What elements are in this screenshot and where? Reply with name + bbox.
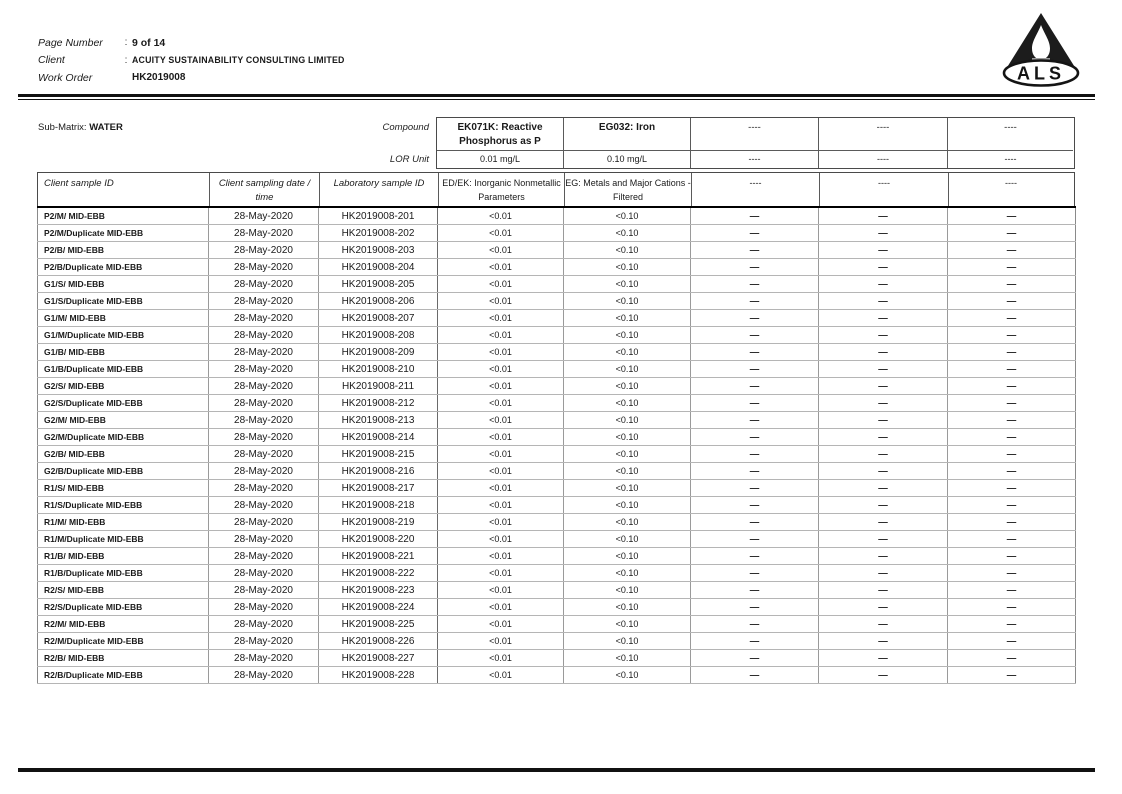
work-order-label: Work Order [38,71,93,84]
page-number-label: Page Number [38,36,103,49]
empty-analyte-value: — [819,310,948,327]
table-row [38,633,1076,650]
empty-analyte-value: — [948,480,1076,497]
empty-analyte-value: — [691,242,819,259]
svg-text:ALS: ALS [1017,63,1065,84]
iron-value: <0.10 [564,616,691,633]
analyte-column-header [818,118,947,168]
client-sample-id: R2/M/ MID-EBB [38,616,209,633]
method-group-header: ---- [819,173,948,206]
laboratory-sample-id: HK2019008-216 [319,463,438,480]
reactive-phosphorus-value: <0.01 [438,225,564,242]
laboratory-sample-id: HK2019008-208 [319,327,438,344]
client-sampling-date: 28-May-2020 [209,667,319,684]
client-sample-id: P2/M/Duplicate MID-EBB [38,225,209,242]
header-divider-rule [18,94,1095,100]
als-logo [995,10,1087,93]
empty-analyte-value: — [819,293,948,310]
footer-rule [18,768,1095,772]
reactive-phosphorus-value: <0.01 [438,650,564,667]
lor-unit-value: 0.10 mg/L [606,154,648,164]
empty-analyte-value: — [948,344,1076,361]
empty-analyte-value: — [691,344,819,361]
iron-value: <0.10 [564,293,691,310]
lor-unit-value: ---- [748,154,761,164]
client-sampling-date: 28-May-2020 [209,565,319,582]
empty-analyte-value: — [948,412,1076,429]
client-sampling-date: 28-May-2020 [209,378,319,395]
client-sample-id: P2/B/Duplicate MID-EBB [38,259,209,276]
client-sampling-date: 28-May-2020 [209,242,319,259]
column-header-row [37,172,1075,207]
table-row [38,207,1076,225]
reactive-phosphorus-value: <0.01 [438,276,564,293]
empty-analyte-value: — [691,310,819,327]
iron-value: <0.10 [564,207,691,225]
empty-analyte-value: — [691,616,819,633]
empty-analyte-value: — [948,650,1076,667]
iron-value: <0.10 [564,650,691,667]
client-sampling-date: 28-May-2020 [209,616,319,633]
sub-matrix-value: WATER [89,122,123,133]
iron-value: <0.10 [564,259,691,276]
reactive-phosphorus-value: <0.01 [438,548,564,565]
client-sample-id: G1/M/Duplicate MID-EBB [38,327,209,344]
client-sampling-date: 28-May-2020 [209,361,319,378]
table-row [38,446,1076,463]
empty-analyte-value: — [948,463,1076,480]
reactive-phosphorus-value: <0.01 [438,412,564,429]
empty-analyte-value: — [948,667,1076,684]
empty-analyte-value: — [819,599,948,616]
lor-unit-value: ---- [1004,154,1017,164]
reactive-phosphorus-value: <0.01 [438,565,564,582]
empty-analyte-value: — [691,531,819,548]
reactive-phosphorus-value: <0.01 [438,310,564,327]
empty-analyte-value: — [948,582,1076,599]
table-row [38,361,1076,378]
table-row [38,463,1076,480]
empty-analyte-value: — [691,633,819,650]
lor-unit-value: ---- [877,154,889,164]
results-table [37,206,1076,684]
client-sample-id: P2/M/ MID-EBB [38,207,209,225]
empty-analyte-value: — [819,582,948,599]
laboratory-sample-id: HK2019008-212 [319,395,438,412]
method-group-header: ---- [691,173,819,206]
empty-analyte-value: — [819,276,948,293]
empty-analyte-value: — [948,276,1076,293]
client-sampling-date: 28-May-2020 [209,344,319,361]
empty-analyte-value: — [691,514,819,531]
column-header-client-sample-id: Client sample ID [44,178,114,189]
empty-analyte-value: — [948,395,1076,412]
client-sample-id: G2/M/Duplicate MID-EBB [38,429,209,446]
iron-value: <0.10 [564,565,691,582]
analyte-column-header [690,118,818,168]
table-row [38,378,1076,395]
reactive-phosphorus-value: <0.01 [438,395,564,412]
empty-analyte-value: — [948,548,1076,565]
table-row [38,514,1076,531]
client-sample-id: G2/S/Duplicate MID-EBB [38,395,209,412]
reactive-phosphorus-value: <0.01 [438,616,564,633]
empty-analyte-value: — [948,378,1076,395]
analyte-column-header [563,118,690,168]
table-row [38,531,1076,548]
client-sample-id: R1/M/ MID-EBB [38,514,209,531]
client-sample-id: G1/S/Duplicate MID-EBB [38,293,209,310]
empty-analyte-value: — [948,259,1076,276]
method-group-header: ---- [948,173,1073,206]
empty-analyte-value: — [819,378,948,395]
empty-analyte-value: — [819,463,948,480]
client-sample-id: R2/M/Duplicate MID-EBB [38,633,209,650]
empty-analyte-value: — [819,361,948,378]
client-sample-id: R2/B/ MID-EBB [38,650,209,667]
laboratory-sample-id: HK2019008-220 [319,531,438,548]
compound-name: ---- [691,118,818,151]
client-sample-id: R1/B/ MID-EBB [38,548,209,565]
analyte-column-header [437,118,563,168]
reactive-phosphorus-value: <0.01 [438,361,564,378]
iron-value: <0.10 [564,446,691,463]
reactive-phosphorus-value: <0.01 [438,497,564,514]
empty-analyte-value: — [691,446,819,463]
empty-analyte-value: — [819,514,948,531]
table-row [38,497,1076,514]
table-row [38,276,1076,293]
page-number-value: 9 of 14 [132,36,166,49]
empty-analyte-value: — [691,327,819,344]
empty-analyte-value: — [819,207,948,225]
laboratory-sample-id: HK2019008-227 [319,650,438,667]
empty-analyte-value: — [819,650,948,667]
client-sample-id: R1/S/ MID-EBB [38,480,209,497]
iron-value: <0.10 [564,378,691,395]
iron-value: <0.10 [564,667,691,684]
table-row [38,412,1076,429]
client-sampling-date: 28-May-2020 [209,582,319,599]
laboratory-sample-id: HK2019008-221 [319,548,438,565]
client-sampling-date: 28-May-2020 [209,514,319,531]
sub-matrix-label: Sub-Matrix: [38,122,87,133]
laboratory-sample-id: HK2019008-210 [319,361,438,378]
client-sampling-date: 28-May-2020 [209,293,319,310]
client-sample-id: R2/S/ MID-EBB [38,582,209,599]
client-sampling-date: 28-May-2020 [209,259,319,276]
iron-value: <0.10 [564,531,691,548]
empty-analyte-value: — [691,650,819,667]
client-sampling-date: 28-May-2020 [209,412,319,429]
reactive-phosphorus-value: <0.01 [438,378,564,395]
empty-analyte-value: — [948,327,1076,344]
client-sample-id: G1/S/ MID-EBB [38,276,209,293]
empty-analyte-value: — [948,361,1076,378]
client-sample-id: R2/B/Duplicate MID-EBB [38,667,209,684]
client-sample-id: G1/B/Duplicate MID-EBB [38,361,209,378]
laboratory-sample-id: HK2019008-225 [319,616,438,633]
table-row [38,565,1076,582]
table-row [38,344,1076,361]
table-row [38,395,1076,412]
table-row [38,327,1076,344]
client-sampling-date: 28-May-2020 [209,599,319,616]
reactive-phosphorus-value: <0.01 [438,344,564,361]
laboratory-sample-id: HK2019008-207 [319,310,438,327]
client-value: ACUITY SUSTAINABILITY CONSULTING LIMITED [132,55,345,66]
empty-analyte-value: — [819,242,948,259]
table-row [38,242,1076,259]
client-sampling-date: 28-May-2020 [209,276,319,293]
client-sampling-date: 28-May-2020 [209,548,319,565]
table-row [38,599,1076,616]
empty-analyte-value: — [691,207,819,225]
client-sample-id: R1/M/Duplicate MID-EBB [38,531,209,548]
reactive-phosphorus-value: <0.01 [438,463,564,480]
empty-analyte-value: — [691,582,819,599]
empty-analyte-value: — [819,531,948,548]
client-sample-id: R2/S/Duplicate MID-EBB [38,599,209,616]
empty-analyte-value: — [819,344,948,361]
compound-name: EK071K: Reactive Phosphorus as P [437,118,563,151]
client-sampling-date: 28-May-2020 [209,327,319,344]
client-sample-id: P2/B/ MID-EBB [38,242,209,259]
als-logo-icon [995,10,1087,88]
iron-value: <0.10 [564,548,691,565]
empty-analyte-value: — [819,412,948,429]
client-sampling-date: 28-May-2020 [209,480,319,497]
empty-analyte-value: — [819,259,948,276]
laboratory-sample-id: HK2019008-211 [319,378,438,395]
work-order-value: HK2019008 [132,72,186,84]
laboratory-sample-id: HK2019008-217 [319,480,438,497]
empty-analyte-value: — [819,480,948,497]
reactive-phosphorus-value: <0.01 [438,667,564,684]
empty-analyte-value: — [948,242,1076,259]
client-label: Client [38,54,65,67]
table-row [38,429,1076,446]
iron-value: <0.10 [564,463,691,480]
compound-name: EG032: Iron [564,118,690,151]
empty-analyte-value: — [691,667,819,684]
table-row [38,293,1076,310]
client-sampling-date: 28-May-2020 [209,531,319,548]
empty-analyte-value: — [691,412,819,429]
reactive-phosphorus-value: <0.01 [438,582,564,599]
empty-analyte-value: — [948,531,1076,548]
method-group-header: ED/EK: Inorganic Nonmetallic Parameters [438,173,564,206]
laboratory-sample-id: HK2019008-203 [319,242,438,259]
client-sample-id: G2/B/Duplicate MID-EBB [38,463,209,480]
client-sampling-date: 28-May-2020 [209,310,319,327]
table-row [38,616,1076,633]
laboratory-sample-id: HK2019008-222 [319,565,438,582]
iron-value: <0.10 [564,429,691,446]
client-sample-id: G1/M/ MID-EBB [38,310,209,327]
empty-analyte-value: — [819,395,948,412]
empty-analyte-value: — [691,395,819,412]
empty-analyte-value: — [819,565,948,582]
laboratory-sample-id: HK2019008-202 [319,225,438,242]
client-sample-id: G1/B/ MID-EBB [38,344,209,361]
table-row [38,259,1076,276]
laboratory-sample-id: HK2019008-228 [319,667,438,684]
colon-separator: : [124,54,128,66]
empty-analyte-value: — [691,548,819,565]
iron-value: <0.10 [564,633,691,650]
reactive-phosphorus-value: <0.01 [438,327,564,344]
laboratory-sample-id: HK2019008-219 [319,514,438,531]
laboratory-sample-id: HK2019008-226 [319,633,438,650]
empty-analyte-value: — [691,276,819,293]
table-row [38,310,1076,327]
empty-analyte-value: — [691,463,819,480]
iron-value: <0.10 [564,395,691,412]
client-sampling-date: 28-May-2020 [209,497,319,514]
iron-value: <0.10 [564,412,691,429]
iron-value: <0.10 [564,480,691,497]
method-group-header: EG: Metals and Major Cations - Filtered [564,173,691,206]
iron-value: <0.10 [564,344,691,361]
client-sampling-date: 28-May-2020 [209,395,319,412]
table-row [38,582,1076,599]
laboratory-sample-id: HK2019008-224 [319,599,438,616]
reactive-phosphorus-value: <0.01 [438,207,564,225]
laboratory-sample-id: HK2019008-201 [319,207,438,225]
reactive-phosphorus-value: <0.01 [438,480,564,497]
table-row [38,667,1076,684]
client-sampling-date: 28-May-2020 [209,650,319,667]
empty-analyte-value: — [948,310,1076,327]
client-sampling-date: 28-May-2020 [209,207,319,225]
iron-value: <0.10 [564,327,691,344]
laboratory-sample-id: HK2019008-209 [319,344,438,361]
empty-analyte-value: — [691,378,819,395]
laboratory-sample-id: HK2019008-215 [319,446,438,463]
table-row [38,548,1076,565]
iron-value: <0.10 [564,599,691,616]
laboratory-sample-id: HK2019008-206 [319,293,438,310]
compound-name: ---- [819,118,947,151]
reactive-phosphorus-value: <0.01 [438,242,564,259]
client-sample-id: R1/B/Duplicate MID-EBB [38,565,209,582]
lor-unit-row-label: LOR Unit [389,154,429,165]
empty-analyte-value: — [948,225,1076,242]
empty-analyte-value: — [948,599,1076,616]
reactive-phosphorus-value: <0.01 [438,599,564,616]
empty-analyte-value: — [948,497,1076,514]
compound-row-label: Compound [382,122,429,133]
reactive-phosphorus-value: <0.01 [438,514,564,531]
empty-analyte-value: — [948,565,1076,582]
iron-value: <0.10 [564,497,691,514]
empty-analyte-value: — [691,225,819,242]
client-sampling-date: 28-May-2020 [209,429,319,446]
iron-value: <0.10 [564,276,691,293]
reactive-phosphorus-value: <0.01 [438,446,564,463]
iron-value: <0.10 [564,225,691,242]
empty-analyte-value: — [948,429,1076,446]
table-row [38,650,1076,667]
empty-analyte-value: — [819,327,948,344]
client-sampling-date: 28-May-2020 [209,633,319,650]
client-sampling-date: 28-May-2020 [209,463,319,480]
laboratory-sample-id: HK2019008-223 [319,582,438,599]
empty-analyte-value: — [948,207,1076,225]
reactive-phosphorus-value: <0.01 [438,633,564,650]
laboratory-sample-id: HK2019008-204 [319,259,438,276]
empty-analyte-value: — [691,480,819,497]
laboratory-sample-id: HK2019008-214 [319,429,438,446]
empty-analyte-value: — [819,225,948,242]
document-header [38,34,345,87]
empty-analyte-value: — [948,616,1076,633]
client-sample-id: G2/B/ MID-EBB [38,446,209,463]
reactive-phosphorus-value: <0.01 [438,259,564,276]
empty-analyte-value: — [819,667,948,684]
reactive-phosphorus-value: <0.01 [438,531,564,548]
column-header-lab-sample-id: Laboratory sample ID [319,173,438,206]
empty-analyte-value: — [819,497,948,514]
empty-analyte-value: — [819,548,948,565]
iron-value: <0.10 [564,361,691,378]
table-row [38,480,1076,497]
laboratory-sample-id: HK2019008-218 [319,497,438,514]
compound-header-box [436,117,1075,169]
empty-analyte-value: — [819,429,948,446]
iron-value: <0.10 [564,310,691,327]
empty-analyte-value: — [691,429,819,446]
analyte-column-header [947,118,1073,168]
table-row [38,225,1076,242]
iron-value: <0.10 [564,242,691,259]
empty-analyte-value: — [819,446,948,463]
client-sampling-date: 28-May-2020 [209,225,319,242]
client-sample-id: G2/S/ MID-EBB [38,378,209,395]
empty-analyte-value: — [691,361,819,378]
empty-analyte-value: — [948,633,1076,650]
empty-analyte-value: — [819,633,948,650]
empty-analyte-value: — [691,497,819,514]
empty-analyte-value: — [691,599,819,616]
laboratory-sample-id: HK2019008-205 [319,276,438,293]
compound-name: ---- [948,118,1073,151]
reactive-phosphorus-value: <0.01 [438,429,564,446]
iron-value: <0.10 [564,514,691,531]
empty-analyte-value: — [948,446,1076,463]
reactive-phosphorus-value: <0.01 [438,293,564,310]
lor-unit-value: 0.01 mg/L [479,154,521,164]
empty-analyte-value: — [819,616,948,633]
iron-value: <0.10 [564,582,691,599]
empty-analyte-value: — [691,259,819,276]
client-sample-id: G2/M/ MID-EBB [38,412,209,429]
client-sampling-date: 28-May-2020 [209,446,319,463]
client-sample-id: R1/S/Duplicate MID-EBB [38,497,209,514]
empty-analyte-value: — [948,293,1076,310]
colon-separator: : [124,37,128,49]
column-header-sampling-date: Client sampling date / time [209,173,319,206]
empty-analyte-value: — [691,293,819,310]
laboratory-sample-id: HK2019008-213 [319,412,438,429]
empty-analyte-value: — [948,514,1076,531]
empty-analyte-value: — [691,565,819,582]
